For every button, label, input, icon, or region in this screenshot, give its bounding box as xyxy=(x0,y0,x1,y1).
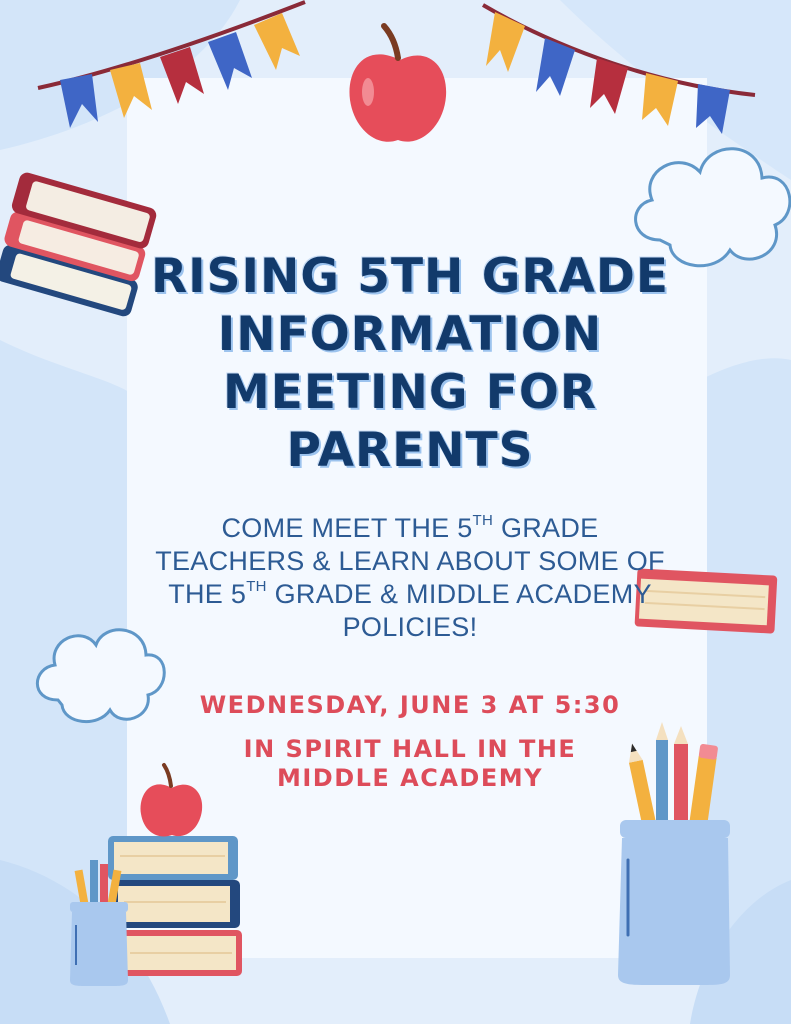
book-stack-bottom-icon xyxy=(108,836,242,976)
ordinal-suffix: TH xyxy=(246,578,267,595)
location-line: IN SPIRIT HALL IN THE xyxy=(243,735,577,763)
description-text: THE 5 xyxy=(168,579,247,609)
description-text: POLICIES! xyxy=(342,612,478,642)
title-line: PARENTS xyxy=(286,423,534,478)
title-line: INFORMATION xyxy=(217,307,603,362)
flyer-title xyxy=(130,248,690,480)
description-text: GRADE xyxy=(493,513,599,543)
flyer-description xyxy=(140,512,680,644)
apple-icon xyxy=(349,26,446,142)
title-line: MEETING FOR xyxy=(222,365,598,420)
location-line: MIDDLE ACADEMY xyxy=(276,764,544,792)
description-text: GRADE & MIDDLE ACADEMY xyxy=(266,579,652,609)
event-date: WEDNESDAY, JUNE 3 AT 5:30 xyxy=(199,691,621,719)
description-text: COME MEET THE 5 xyxy=(221,513,473,543)
title-line: RISING 5TH GRADE xyxy=(150,249,669,304)
ordinal-suffix: TH xyxy=(472,512,494,529)
description-text: TEACHERS & LEARN ABOUT SOME OF xyxy=(155,546,665,576)
event-location xyxy=(150,735,670,793)
